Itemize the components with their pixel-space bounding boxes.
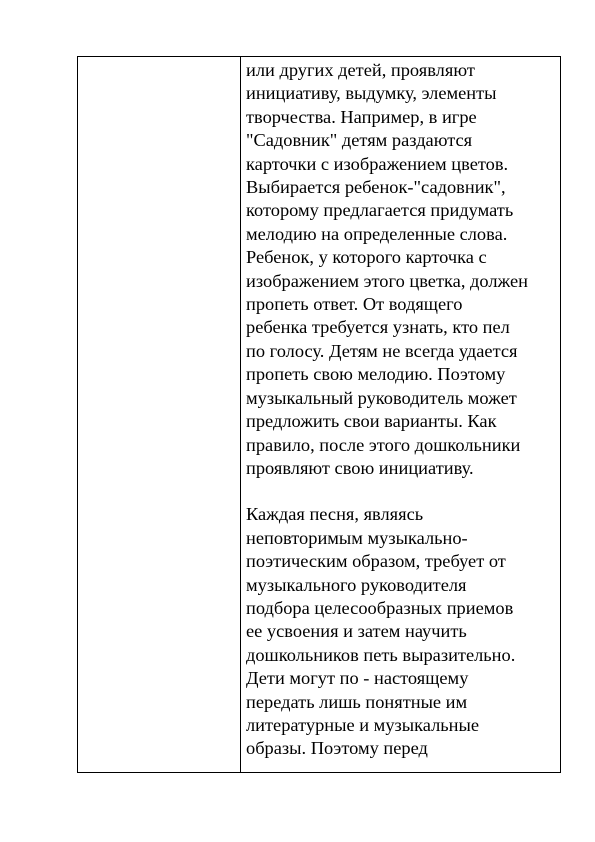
paragraph-song-learning: Каждая песня, являясь неповторимым музыкально- поэтическим образом, требует от музыкального руководителя подбора целесообразных приемов ее усвоения и затем научить дошкольников петь выразительно. Дети могут по - настоящему передать лишь понятные им литературные и музыкальные образы. Поэтому перед (246, 504, 516, 759)
table-cell-left (78, 57, 241, 773)
left-cell-text (78, 57, 240, 59)
table-row (78, 57, 561, 773)
paragraph-game-description: или других детей, проявляют инициативу, выдумку, элементы творчества. Например, в игре "Садовник" детям раздаются карточки с изображением цветов. Выбирается ребенок-"садовник", которому предлагается придумать мелодию на определенные слова. Ребенок, у которого карточка с изображением этого цветка, должен пропеть ответ. От водящего ребенка требуется узнать, кто пел по голосу. Детям не всегда удается пропеть свою мелодию. Поэтому музыкальный руководитель может предложить свои варианты. Как правило, после этого дошкольники проявляют свою инициативу. (246, 60, 528, 478)
document-table (77, 56, 561, 773)
table-cell-right (241, 57, 561, 773)
right-cell-text (241, 57, 560, 761)
